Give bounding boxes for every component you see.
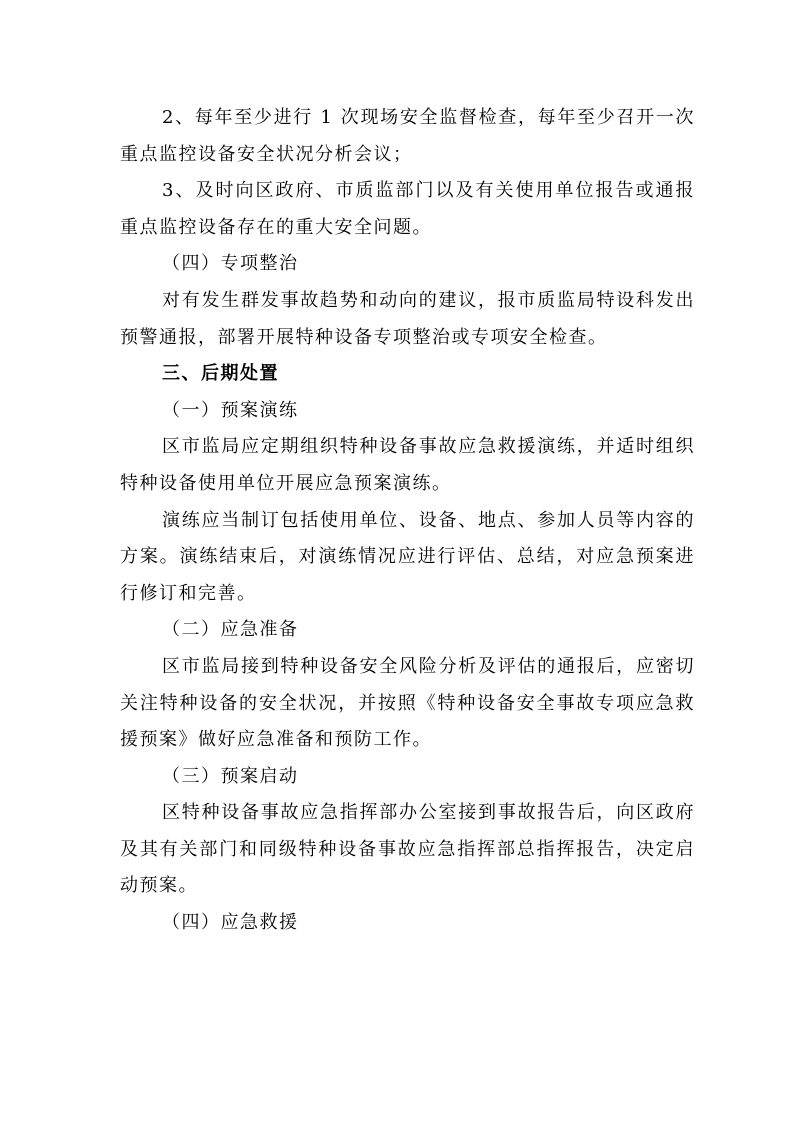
subheading-plan-drill: （一）预案演练 (162, 399, 299, 421)
paragraph-plan-activation: 区特种设备事故应急指挥部办公室接到事故报告后，向区政府及其有关部门和同级特种设备事故应急指挥部总指挥报告，决定启动预案。 (120, 802, 695, 897)
section-heading-post-disposal: 三、后期处置 (162, 363, 279, 385)
subheading-emergency-preparation: （二）应急准备 (162, 619, 299, 641)
paragraph-item-2: 2、每年至少进行 1 次现场安全监督检查，每年至少召开一次重点监控设备安全状况分析会议； (120, 107, 695, 165)
paragraph-emergency-preparation: 区市监局接到特种设备安全风险分析及评估的通报后，应密切关注特种设备的安全状况，并按照《特种设备安全事故专项应急救援预案》做好应急准备和预防工作。 (120, 655, 695, 751)
paragraph-special-rectification: 对有发生群发事故趋势和动向的建议，报市质监局特设科发出预警通报，部署开展特种设备专项整治或专项安全检查。 (120, 289, 695, 348)
paragraph-plan-drill-2: 演练应当制订包括使用单位、设备、地点、参加人员等内容的方案。演练结束后，对演练情况应进行评估、总结，对应急预案进行修订和完善。 (120, 509, 695, 604)
paragraph-item-3: 3、及时向区政府、市质监部门以及有关使用单位报告或通报重点监控设备存在的重大安全问题。 (120, 180, 695, 238)
subheading-emergency-rescue: （四）应急救援 (162, 912, 299, 934)
subheading-special-rectification: （四）专项整治 (162, 253, 299, 275)
subheading-plan-activation: （三）预案启动 (162, 765, 299, 787)
document-body (120, 100, 695, 942)
paragraph-plan-drill-1: 区市监局应定期组织特种设备事故应急救援演练，并适时组织特种设备使用单位开展应急预案演练。 (120, 436, 695, 494)
